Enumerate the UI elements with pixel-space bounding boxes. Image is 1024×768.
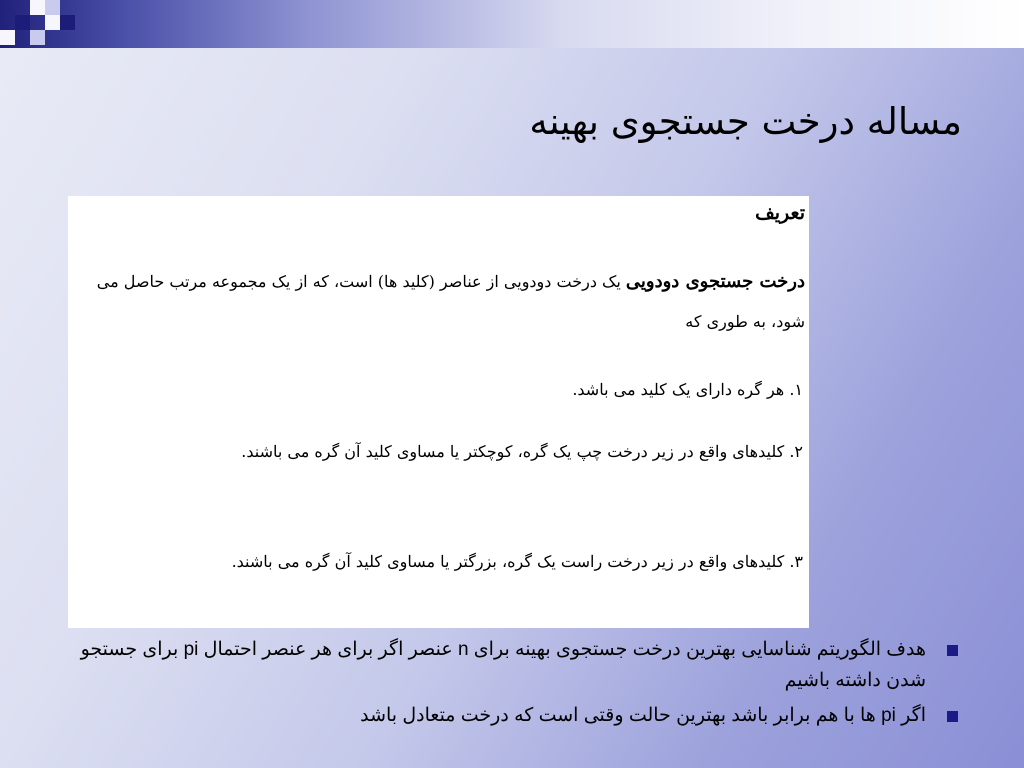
square-bullet-icon — [947, 711, 958, 722]
bullet-text: اگر pi ها با هم برابر باشد بهترین حالت وقتی است که درخت متعادل باشد — [360, 705, 926, 726]
definition-item: ۲. کلیدهای واقع در زیر درخت چپ یک گره، کوچکتر یا مساوی کلید آن گره می باشند. — [241, 442, 803, 461]
definition-term: درخت جستجوی دودویی — [625, 271, 805, 292]
bullet-item — [64, 700, 964, 731]
bullet-text: هدف الگوریتم شناسایی بهترین درخت جستجوی بهینه برای n عنصر اگر برای هر عنصر احتمال pi برای جستجو شدن داشته باشیم — [80, 639, 926, 691]
definition-item: ۱. هر گره دارای یک کلید می باشد. — [572, 380, 803, 399]
bullet-item — [64, 634, 964, 696]
slide-title: مساله درخت جستجوی بهینه — [529, 100, 962, 143]
definition-item: ۳. کلیدهای واقع در زیر درخت راست یک گره، بزرگتر یا مساوی کلید آن گره می باشند. — [231, 552, 803, 571]
definition-paragraph — [74, 262, 805, 342]
header-band — [0, 0, 1024, 48]
definition-image — [68, 196, 809, 628]
bullet-list — [64, 634, 964, 735]
definition-text: یک درخت دودویی از عناصر (کلید ها) است، که از یک مجموعه مرتب حاصل می شود، به طوری که — [96, 272, 805, 331]
definition-heading: تعریف — [755, 202, 805, 224]
decorative-squares — [0, 0, 80, 48]
square-bullet-icon — [947, 645, 958, 656]
